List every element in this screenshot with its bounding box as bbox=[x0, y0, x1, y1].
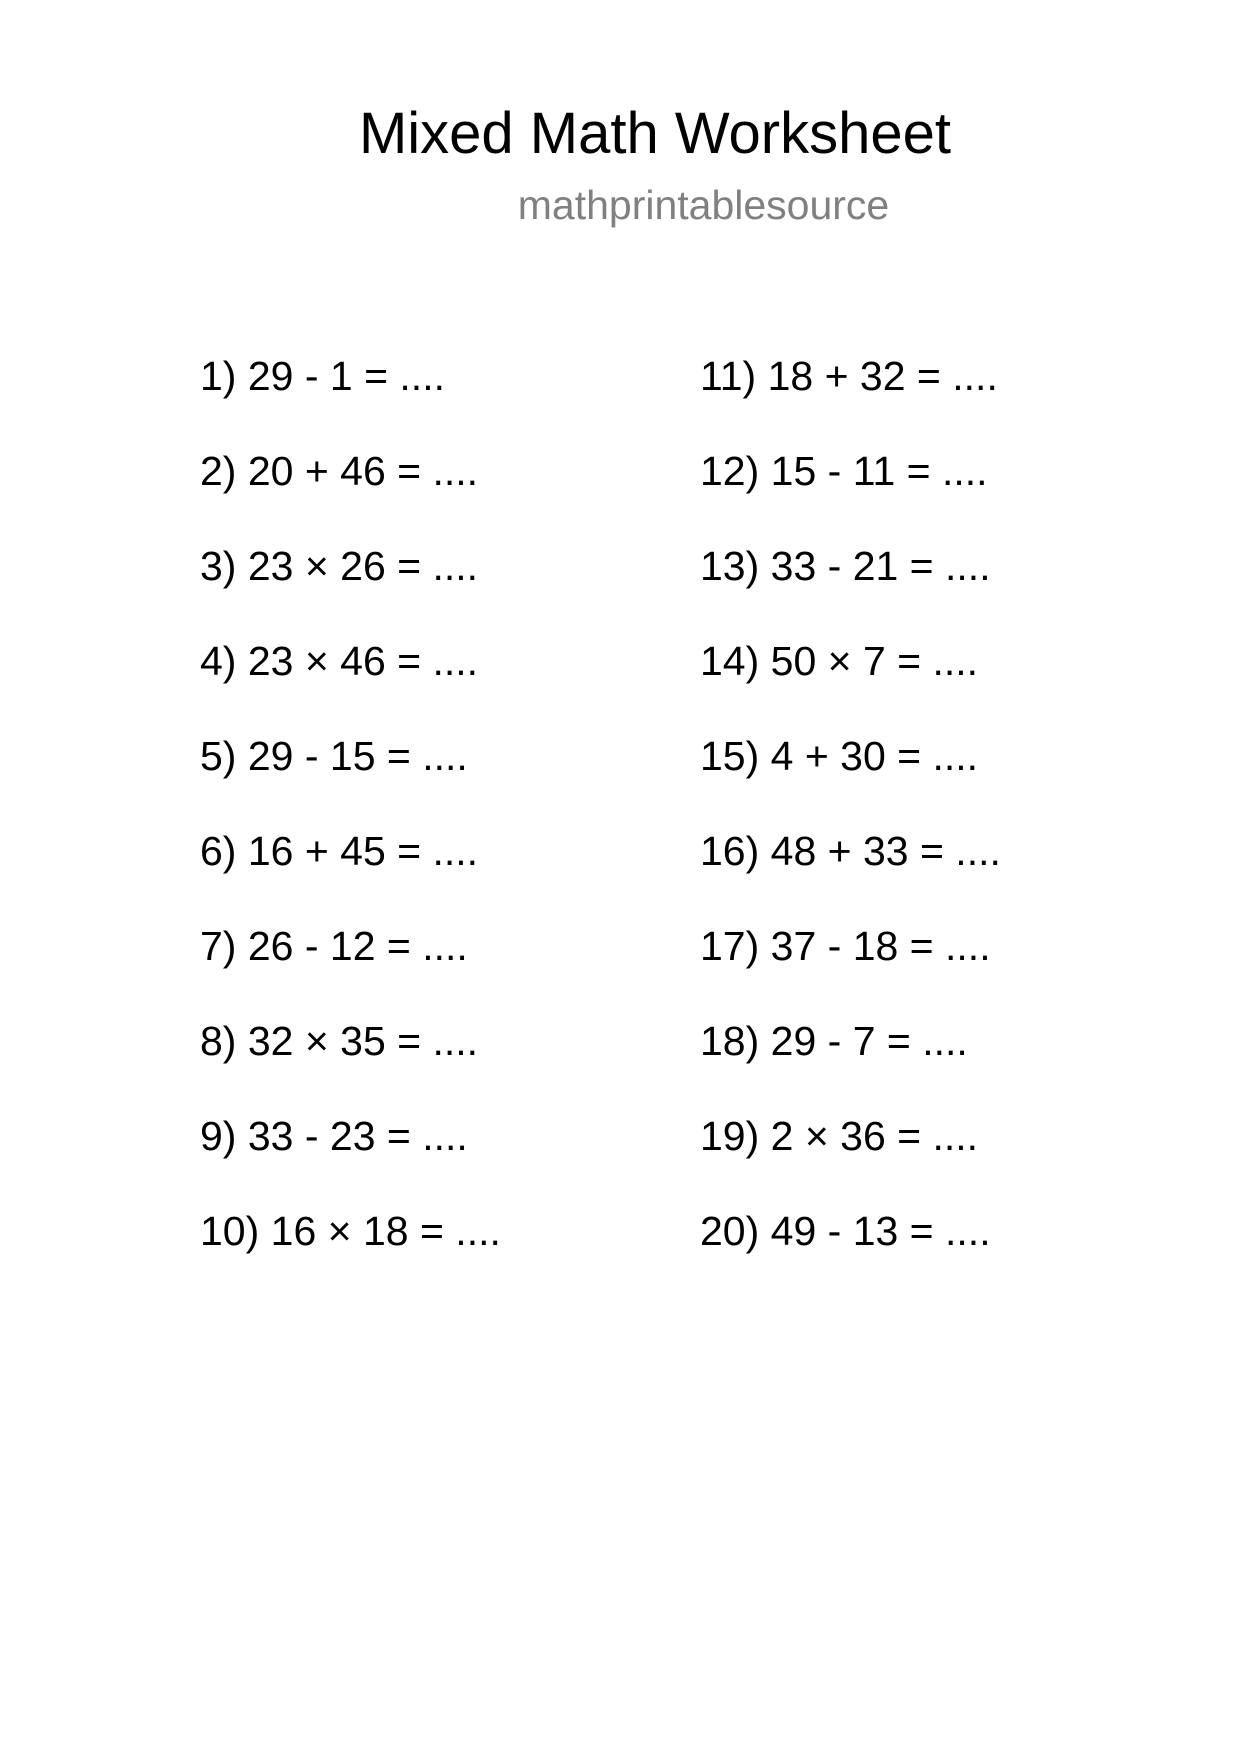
problem-5: 5) 29 - 15 = .... bbox=[200, 733, 468, 779]
problem-7: 7) 26 - 12 = .... bbox=[200, 923, 468, 969]
problem-16: 16) 48 + 33 = .... bbox=[700, 828, 1001, 874]
left-problem-column bbox=[200, 348, 660, 1298]
page-subtitle: mathprintablesource bbox=[517, 182, 890, 228]
problem-1: 1) 29 - 1 = .... bbox=[200, 353, 445, 399]
right-problem-column bbox=[700, 348, 1160, 1298]
problem-8: 8) 32 × 35 = .... bbox=[200, 1018, 479, 1064]
problem-11: 11) 18 + 32 = .... bbox=[700, 353, 998, 399]
problem-3: 3) 23 × 26 = .... bbox=[200, 543, 479, 589]
problem-20: 20) 49 - 13 = .... bbox=[700, 1208, 991, 1254]
problem-12: 12) 15 - 11 = .... bbox=[700, 448, 988, 494]
page-title: Mixed Math Worksheet bbox=[358, 101, 952, 166]
problem-6: 6) 16 + 45 = .... bbox=[200, 828, 479, 874]
problem-15: 15) 4 + 30 = .... bbox=[700, 733, 979, 779]
problem-4: 4) 23 × 46 = .... bbox=[200, 638, 479, 684]
problem-9: 9) 33 - 23 = .... bbox=[200, 1113, 468, 1159]
problem-18: 18) 29 - 7 = .... bbox=[700, 1018, 968, 1064]
problem-10: 10) 16 × 18 = .... bbox=[200, 1208, 501, 1254]
problem-14: 14) 50 × 7 = .... bbox=[700, 638, 979, 684]
problem-19: 19) 2 × 36 = .... bbox=[700, 1113, 979, 1159]
problem-2: 2) 20 + 46 = .... bbox=[200, 448, 479, 494]
problem-13: 13) 33 - 21 = .... bbox=[700, 543, 991, 589]
problem-17: 17) 37 - 18 = .... bbox=[700, 923, 991, 969]
